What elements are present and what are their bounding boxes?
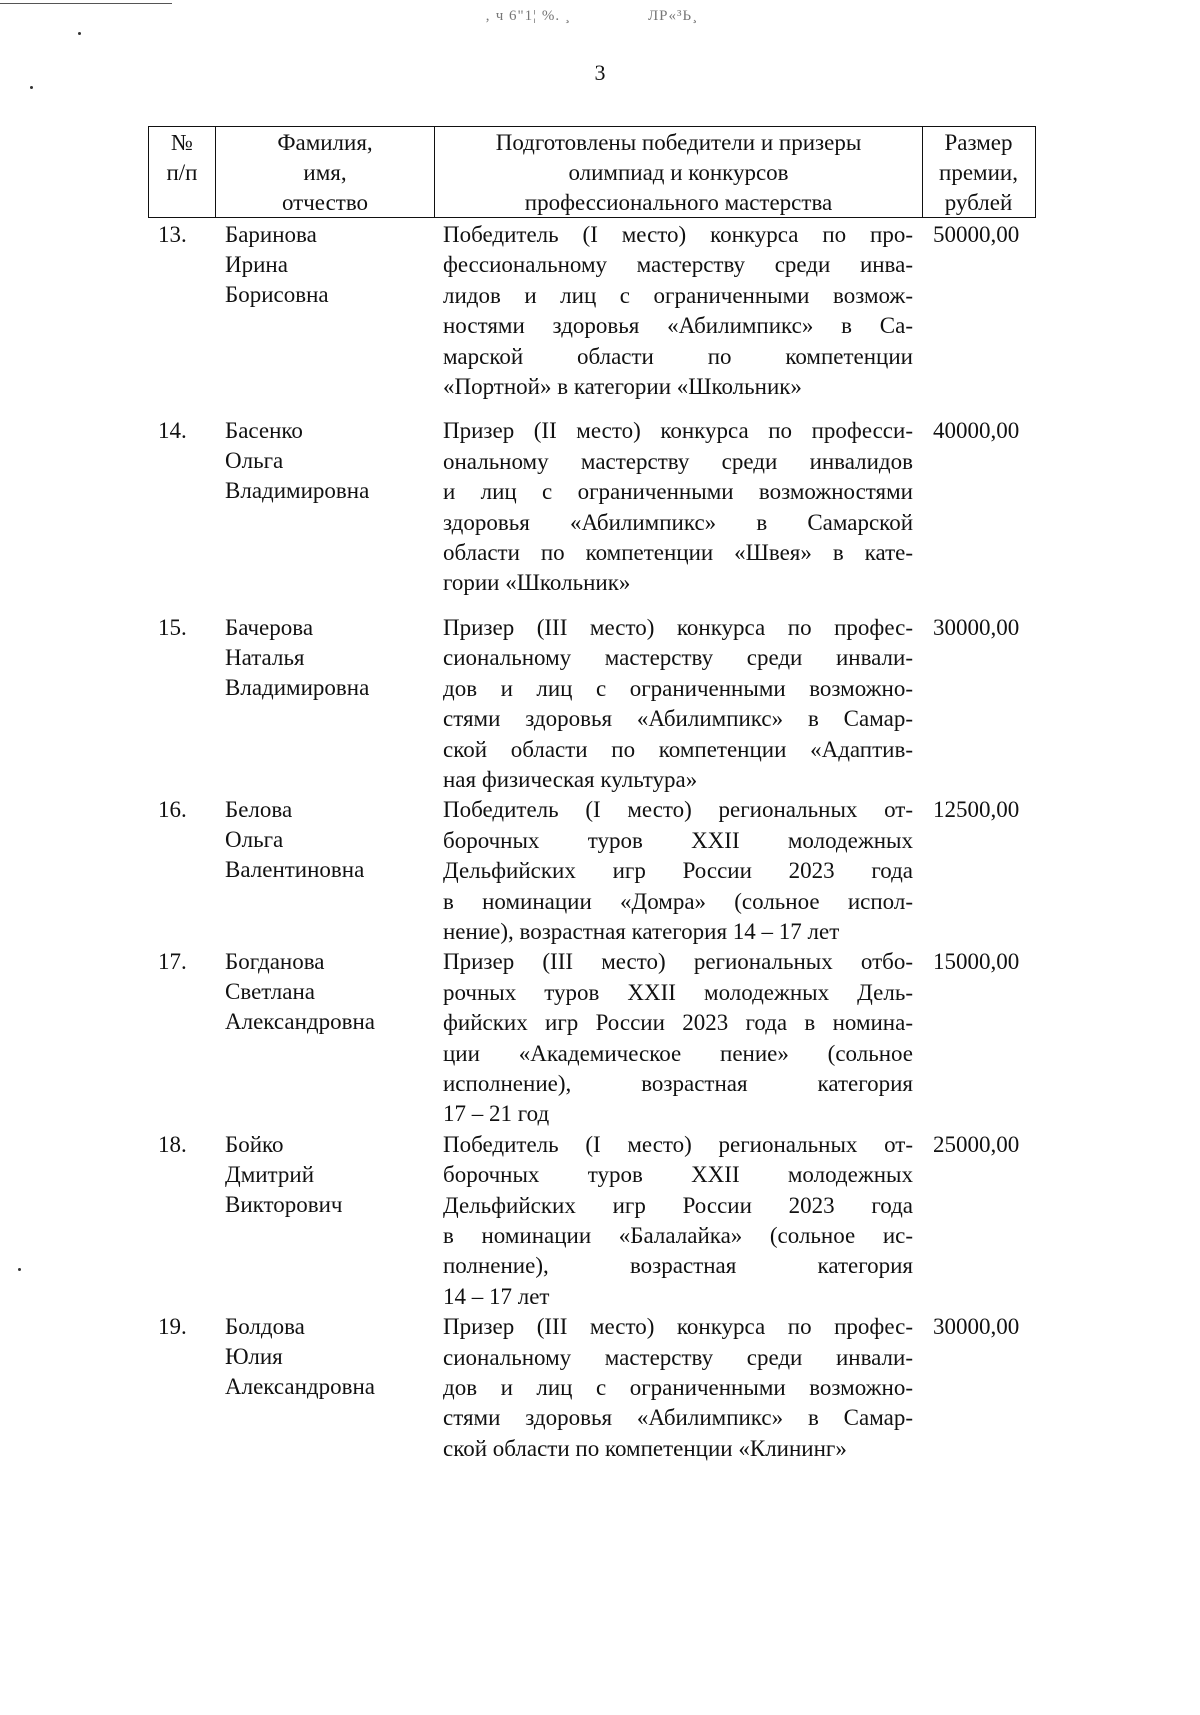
scan-speck — [18, 1268, 21, 1271]
row-full-name — [148, 613, 434, 795]
row-number: 18. — [158, 1131, 187, 1157]
row-amount: 30000,00 — [933, 1314, 1020, 1340]
achievement-line: Призер (III место) конкурса по профес- — [443, 1314, 913, 1340]
header-amount: Размер премии, рублей — [939, 130, 1018, 215]
achievement-line: Дельфийских игр России 2023 года — [443, 858, 913, 884]
name-part: Юлия — [225, 1344, 283, 1370]
header-name: Фамилия, имя, отчество — [216, 127, 435, 217]
name-part: Владимировна — [225, 478, 370, 504]
achievement-line: ностями здоровья «Абилимпикс» в Са- — [443, 313, 913, 339]
achievement-line: ции «Академическое пение» (сольное — [443, 1040, 913, 1066]
achievement-line: Дельфийских игр России 2023 года — [443, 1192, 913, 1218]
scan-artifact: ‚ ч 6"1¦ %. ¸ — [485, 8, 571, 24]
table-row — [148, 947, 1036, 1129]
row-amount: 15000,00 — [933, 949, 1020, 975]
achievement-line: борочных туров XXII молодежных — [443, 1162, 913, 1188]
table-row — [148, 220, 1036, 402]
row-achievement — [443, 947, 913, 1129]
row-full-name — [148, 795, 434, 947]
achievement-line: исполнение), возрастная категория — [443, 1070, 913, 1096]
name-part: Ирина — [225, 252, 288, 277]
table-header — [148, 126, 1036, 218]
name-part: Болдова — [225, 1314, 305, 1340]
name-part: Владимировна — [225, 674, 370, 700]
name-part: Александровна — [225, 1374, 375, 1400]
achievement-line: нение), возрастная категория 14 – 17 лет — [443, 918, 840, 944]
achievement-line: стями здоровья «Абилимпикс» в Самар- — [443, 1405, 913, 1431]
name-part: Белова — [225, 797, 293, 823]
achievement-line: дов и лиц с ограниченными возможно- — [443, 1375, 913, 1401]
row-achievement — [443, 1312, 913, 1464]
achievement-line: ской области по компетенции «Клининг» — [443, 1435, 847, 1461]
name-part: Бойко — [225, 1131, 284, 1157]
name-part: Басенко — [225, 418, 303, 444]
achievement-line: дов и лиц с ограниченными возможно- — [443, 675, 913, 701]
achievement-line: ная физическая культура» — [443, 766, 698, 792]
achievement-line: и лиц с ограниченными возможностями — [443, 479, 913, 505]
achievement-line: 14 – 17 лет — [443, 1283, 550, 1309]
row-number: 14. — [158, 418, 187, 444]
name-part: Бачерова — [225, 614, 314, 640]
row-achievement — [443, 220, 913, 402]
row-amount: 50000,00 — [933, 222, 1020, 247]
achievement-line: полнение), возрастная категория — [443, 1253, 913, 1279]
row-amount: 40000,00 — [933, 418, 1020, 444]
achievement-line: рочных туров XXII молодежных Дель- — [443, 979, 913, 1005]
achievement-line: «Портной» в категории «Школьник» — [443, 374, 802, 400]
row-full-name — [148, 1130, 434, 1312]
name-part: Борисовна — [225, 282, 329, 307]
row-achievement — [443, 613, 913, 795]
row-amount: 30000,00 — [933, 614, 1020, 640]
achievement-line: ской области по компетенции «Адаптив- — [443, 736, 913, 762]
row-number: 15. — [158, 614, 187, 640]
table-row — [148, 416, 1036, 598]
achievement-line: марской области по компетенции — [443, 343, 913, 369]
achievement-line: гории «Школьник» — [443, 570, 631, 596]
name-part: Ольга — [225, 448, 284, 474]
achievement-line: Призер (III место) региональных отбо- — [443, 949, 913, 975]
name-part: Александровна — [225, 1009, 375, 1035]
row-amount: 25000,00 — [933, 1131, 1020, 1157]
name-part: Светлана — [225, 979, 315, 1005]
table-row — [148, 613, 1036, 795]
achievement-line: сиональному мастерству среди инвали- — [443, 645, 913, 671]
page-number: 3 — [594, 60, 606, 85]
row-number: 13. — [158, 222, 187, 247]
achievement-line: 17 – 21 год — [443, 1101, 550, 1127]
name-part: Валентиновна — [225, 857, 365, 883]
row-number: 17. — [158, 949, 187, 975]
achievement-line: в номинации «Домра» (сольное испол- — [443, 888, 913, 914]
achievement-line: борочных туров XXII молодежных — [443, 827, 913, 853]
row-number: 16. — [158, 797, 187, 823]
achievement-line: Призер (II место) конкурса по професси- — [443, 418, 913, 444]
name-part: Наталья — [225, 644, 305, 670]
name-part: Ольга — [225, 827, 284, 853]
row-amount: 12500,00 — [933, 797, 1020, 823]
name-part: Богданова — [225, 949, 325, 975]
header-description: Подготовлены победители и призеры олимпиад и конкурсов профессионального мастерства — [435, 127, 923, 217]
table-body — [148, 220, 1036, 1464]
row-number: 19. — [158, 1314, 187, 1340]
achievement-line: Победитель (I место) конкурса по про- — [443, 222, 913, 247]
row-full-name — [148, 416, 434, 598]
row-achievement — [443, 795, 913, 947]
achievement-line: области по компетенции «Швея» в кате- — [443, 540, 913, 566]
achievement-line: Призер (III место) конкурса по профес- — [443, 614, 913, 640]
scan-edge-line — [0, 3, 172, 4]
row-full-name — [148, 947, 434, 1129]
achievement-line: Победитель (I место) региональных от- — [443, 797, 913, 823]
table-row — [148, 1130, 1036, 1312]
achievement-line: Победитель (I место) региональных от- — [443, 1131, 913, 1157]
scan-speck — [78, 32, 81, 35]
table-row — [148, 1312, 1036, 1464]
scan-speck — [30, 86, 33, 89]
achievement-line: в номинации «Балалайка» (сольное ис- — [443, 1223, 913, 1248]
row-achievement — [443, 1130, 913, 1312]
achievement-line: ональному мастерству среди инвалидов — [443, 448, 913, 474]
name-part: Дмитрий — [225, 1161, 315, 1187]
achievement-line: фессиональному мастерству среди инва- — [443, 252, 913, 278]
row-full-name — [148, 1312, 434, 1464]
achievement-line: здоровья «Абилимпикс» в Самарской — [443, 509, 913, 535]
table-row — [148, 795, 1036, 947]
name-part: Викторович — [225, 1191, 343, 1217]
name-part: Баринова — [225, 222, 317, 247]
achievement-line: лидов и лиц с ограниченными возмож- — [443, 282, 913, 308]
row-full-name — [148, 220, 434, 402]
row-achievement — [443, 416, 913, 598]
header-num: № п/п — [149, 127, 216, 217]
achievement-line: стями здоровья «Абилимпикс» в Самар- — [443, 706, 913, 732]
scan-artifact: ЛР«³Ь¸ — [648, 8, 699, 24]
achievement-line: сиональному мастерству среди инвали- — [443, 1344, 913, 1370]
achievement-line: фийских игр России 2023 года в номина- — [443, 1010, 913, 1036]
